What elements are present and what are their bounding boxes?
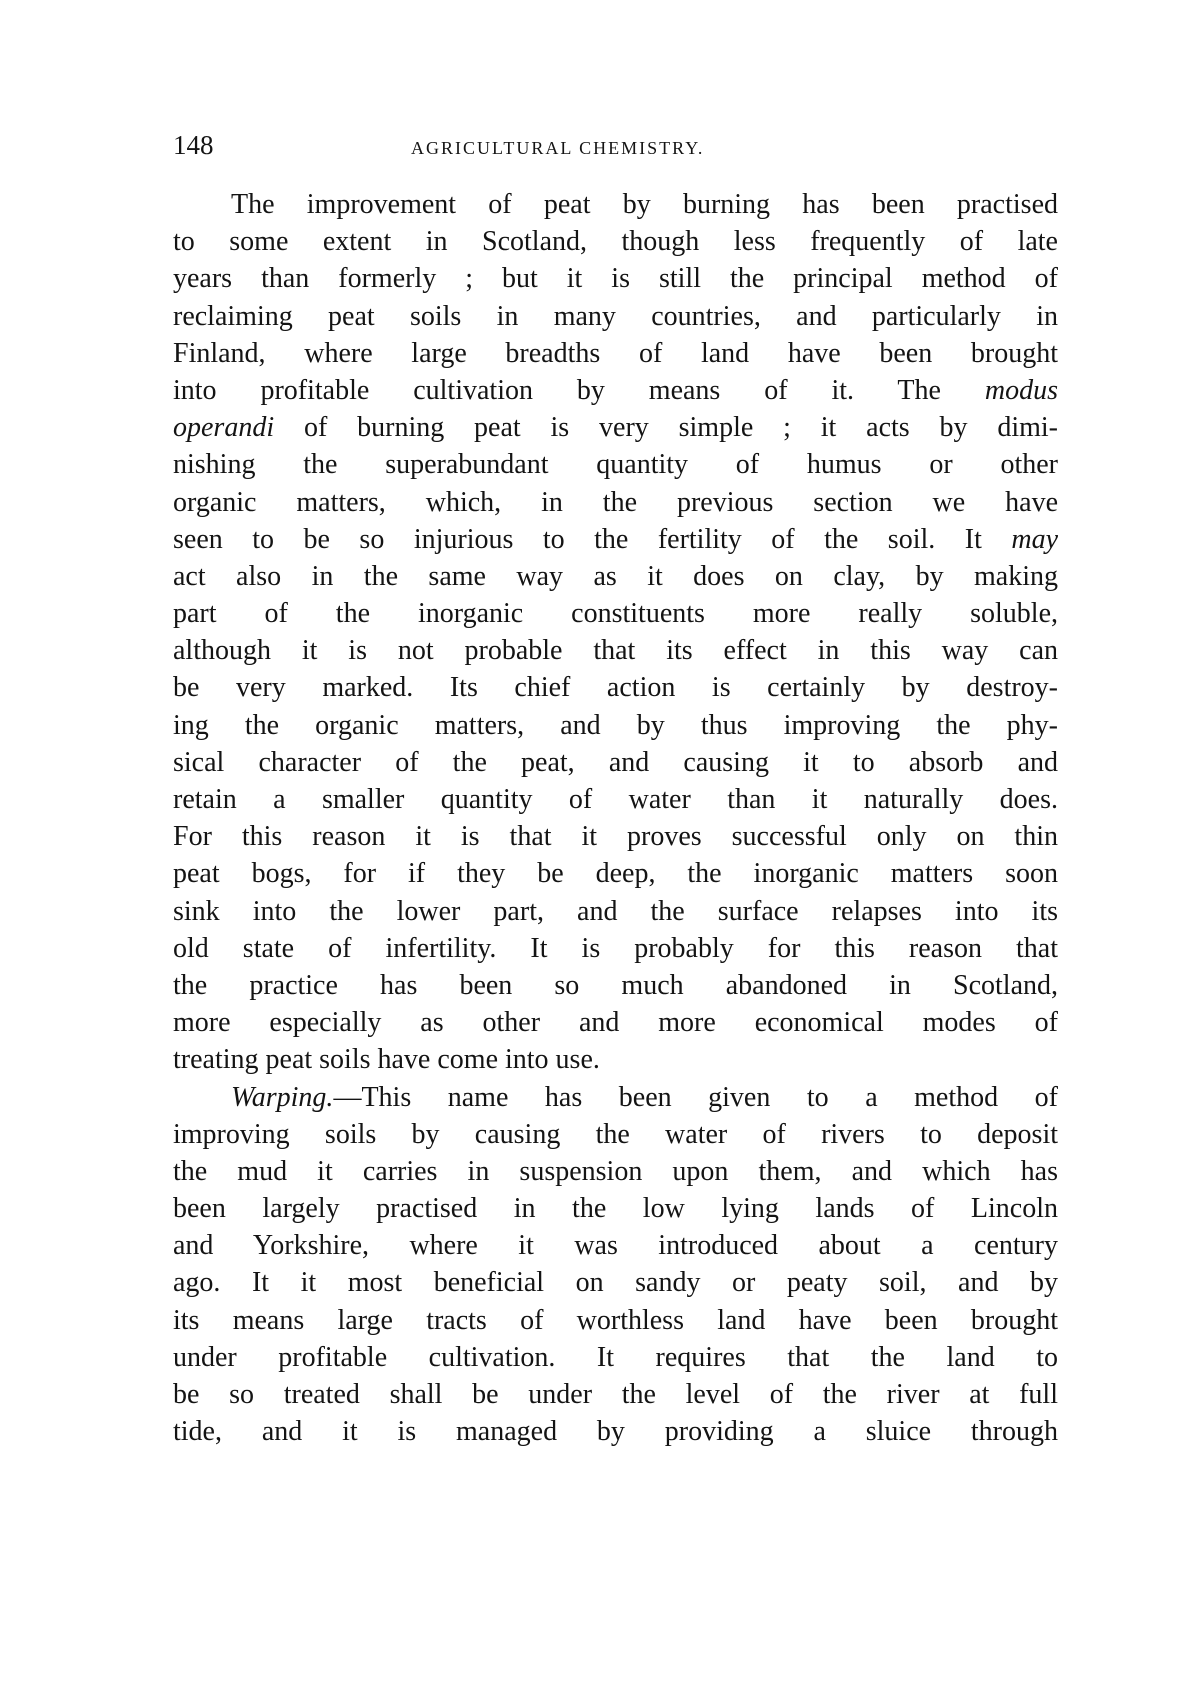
text-line: ing the organic matters, and by thus improving the phy- — [173, 709, 1058, 741]
italic-term: operandi — [173, 412, 275, 444]
italic-term: modus — [984, 374, 1059, 406]
text-line: be so treated shall be under the level of the river at full — [173, 1379, 1058, 1410]
text-line: peat bogs, for if they be deep, the inorganic matters soon — [173, 858, 1058, 890]
text-line: nishing the superabundant quantity of humus or other — [173, 449, 1058, 481]
text-line: improving soils by causing the water of rivers to deposit — [173, 1118, 1058, 1150]
text-line: ago. It it most beneficial on sandy or peaty soil, and by — [173, 1267, 1058, 1299]
text-line: organic matters, which, in the previous section we have — [173, 486, 1058, 518]
text-line: seen to be so injurious to the fertility of the soil. It may — [173, 523, 1059, 555]
text-line: to some extent in Scotland, though less frequently of late — [173, 226, 1058, 258]
text-line: be very marked. Its chief action is certainly by destroy- — [173, 672, 1058, 704]
text-line: although it is not probable that its effect in this way can — [173, 635, 1058, 667]
paragraph-peat-burning — [173, 186, 1058, 1079]
text-line: sical character of the peat, and causing it to absorb and — [173, 746, 1058, 778]
text-line: Finland, where large breadths of land have been brought — [173, 337, 1058, 369]
page-number: 148 — [173, 130, 214, 160]
text-line: operandi of burning peat is very simple ; it acts by dimi- — [173, 412, 1059, 444]
text-line: and Yorkshire, where it was introduced about a century — [173, 1230, 1058, 1262]
text-line: reclaiming peat soils in many countries, and particularly in — [173, 300, 1058, 332]
text-line: old state of infertility. It is probably for this reason that — [173, 932, 1058, 964]
text-line: For this reason it is that it proves successful only on thin — [173, 821, 1058, 853]
text-line: the practice has been so much abandoned in Scotland, — [173, 969, 1058, 1001]
text-line: more especially as other and more economical modes of — [173, 1007, 1058, 1039]
running-head: AGRICULTURAL CHEMISTRY. — [411, 138, 705, 158]
text-line: the mud it carries in suspension upon them, and which has — [173, 1155, 1058, 1187]
text-line: under profitable cultivation. It requires that the land to — [173, 1341, 1058, 1373]
text-line: into profitable cultivation by means of it. The modus — [173, 374, 1059, 406]
page-header — [173, 130, 1053, 170]
text-line: Warping.—This name has been given to a method of — [231, 1081, 1058, 1113]
text-line: been largely practised in the low lying lands of Lincoln — [173, 1193, 1058, 1225]
text-line: retain a smaller quantity of water than it naturally does. — [173, 784, 1058, 815]
text-line: act also in the same way as it does on clay, by making — [173, 560, 1058, 592]
text-line: its means large tracts of worthless land have been brought — [173, 1304, 1058, 1336]
text-line: sink into the lower part, and the surface relapses into its — [173, 895, 1058, 927]
body-text — [173, 186, 1058, 1450]
text-line: treating peat soils have come into use. — [173, 1044, 600, 1076]
text-line: part of the inorganic constituents more really soluble, — [173, 598, 1058, 630]
paragraph-warping — [173, 1079, 1058, 1451]
italic-term: may — [1011, 523, 1059, 555]
section-heading: Warping. — [231, 1081, 334, 1113]
text-line: tide, and it is managed by providing a sluice through — [173, 1416, 1058, 1448]
text-line: The improvement of peat by burning has been practised — [231, 189, 1058, 220]
text-line: years than formerly ; but it is still the principal method of — [173, 263, 1058, 295]
